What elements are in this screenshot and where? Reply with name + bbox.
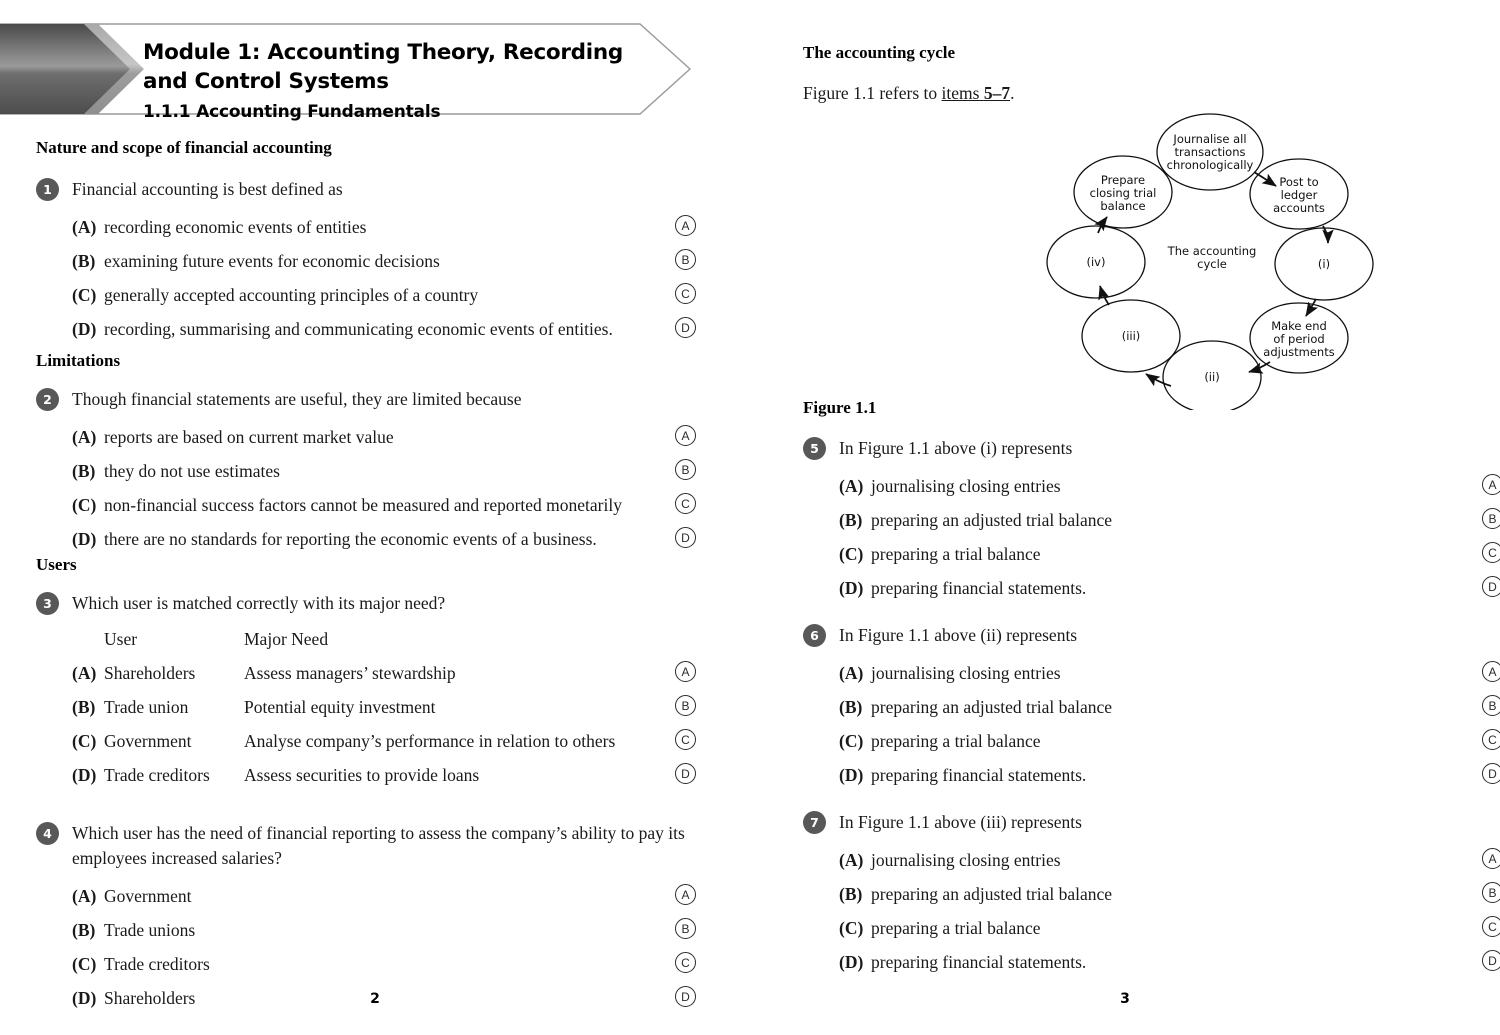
answer-bubble-c[interactable]: C xyxy=(1482,729,1500,750)
section-nature-and-scope xyxy=(36,138,696,341)
page-number-right: 3 xyxy=(1120,991,1130,1007)
option-text: Trade creditors xyxy=(104,954,210,974)
question-number-badge: 7 xyxy=(803,811,826,834)
option-text: preparing financial statements. xyxy=(871,765,1087,785)
option-row[interactable] xyxy=(36,763,696,787)
option-row[interactable] xyxy=(36,918,696,942)
option-row[interactable] xyxy=(36,527,696,551)
question-stem-text: In Figure 1.1 above (ii) represents xyxy=(839,625,1078,645)
figure-caption: Figure 1.1 xyxy=(803,398,877,417)
question-stem-text: Which user is matched correctly with its major need? xyxy=(72,593,446,613)
option-letter: (B) xyxy=(839,884,863,904)
column-header-major-need: Major Need xyxy=(244,629,329,649)
option-letter: (D) xyxy=(72,765,97,785)
answer-bubble-b[interactable]: B xyxy=(1482,882,1500,903)
question-stem-text: In Figure 1.1 above (i) represents xyxy=(839,438,1073,458)
question-4 xyxy=(36,821,696,1010)
question-stem xyxy=(36,177,696,202)
section-users xyxy=(36,555,696,1010)
option-letter: (B) xyxy=(72,461,96,481)
section-heading: The accounting cycle xyxy=(803,43,956,62)
option-text: preparing an adjusted trial balance xyxy=(871,697,1113,717)
page-number-left: 2 xyxy=(370,991,380,1007)
answer-bubble-a[interactable]: A xyxy=(675,884,696,905)
option-text: Shareholders xyxy=(104,988,196,1008)
question-stem xyxy=(803,810,1500,835)
option-letter: (C) xyxy=(839,918,864,938)
question-number-badge: 1 xyxy=(36,178,59,201)
question-number-badge: 3 xyxy=(36,592,59,615)
question-7 xyxy=(803,810,1500,974)
question-stem xyxy=(36,387,696,412)
svg-text:adjustments: adjustments xyxy=(1263,345,1335,359)
option-letter: (D) xyxy=(839,952,864,972)
option-text: preparing financial statements. xyxy=(871,578,1087,598)
option-letter: (B) xyxy=(839,697,863,717)
option-row[interactable] xyxy=(36,425,696,449)
option-text-need: Assess securities to provide loans xyxy=(244,765,480,785)
module-subtitle: 1.1.1 Accounting Fundamentals xyxy=(143,102,441,122)
option-text: generally accepted accounting principles of a country xyxy=(104,285,479,305)
option-row[interactable] xyxy=(36,283,696,307)
option-letter: (A) xyxy=(839,663,864,683)
svg-text:balance: balance xyxy=(1100,199,1146,213)
answer-bubble-c[interactable]: C xyxy=(675,729,696,750)
answer-bubble-b[interactable]: B xyxy=(1482,508,1500,529)
question-5 xyxy=(803,436,1500,600)
answer-bubble-c[interactable]: C xyxy=(675,283,696,304)
figure-ref-prefix: Figure 1.1 refers to xyxy=(803,83,942,103)
option-text-user: Shareholders xyxy=(104,663,196,683)
option-letter: (A) xyxy=(839,476,864,496)
option-row[interactable] xyxy=(803,508,1500,532)
answer-bubble-d[interactable]: D xyxy=(1482,576,1500,597)
question-stem xyxy=(803,623,1500,648)
option-text-user: Government xyxy=(104,731,192,751)
option-row[interactable] xyxy=(36,317,696,341)
answer-bubble-d[interactable]: D xyxy=(1482,763,1500,784)
question-stem xyxy=(36,591,696,616)
option-letter: (B) xyxy=(72,920,96,940)
question-stem-text: Which user has the need of financial reporting to assess the company’s ability to pay its employees increased salaries? xyxy=(72,823,685,868)
answer-bubble-b[interactable]: B xyxy=(1482,695,1500,716)
svg-text:transactions: transactions xyxy=(1174,145,1246,159)
figure-reference-line xyxy=(803,81,1463,106)
option-row[interactable] xyxy=(803,729,1500,753)
answer-bubble-b[interactable]: B xyxy=(675,918,696,939)
answer-bubble-b[interactable]: B xyxy=(675,249,696,270)
column-header-user: User xyxy=(104,629,138,649)
accounting-cycle-intro xyxy=(803,43,1463,106)
option-letter: (A) xyxy=(72,217,97,237)
answer-bubble-a[interactable]: A xyxy=(1482,661,1500,682)
option-letter: (D) xyxy=(839,765,864,785)
option-letter: (A) xyxy=(72,663,97,683)
option-text: recording economic events of entities xyxy=(104,217,367,237)
question-number-badge: 5 xyxy=(803,437,826,460)
option-letter: (C) xyxy=(72,954,97,974)
answer-bubble-d[interactable]: D xyxy=(675,527,696,548)
question-3 xyxy=(36,591,696,787)
option-row[interactable] xyxy=(36,729,696,753)
figure-ref-link-range: 5–7 xyxy=(983,83,1011,103)
option-text: Government xyxy=(104,886,192,906)
option-row[interactable] xyxy=(803,950,1500,974)
spacer xyxy=(72,627,104,651)
option-text: preparing a trial balance xyxy=(871,544,1041,564)
diagram-label-post: Post to xyxy=(1279,175,1319,189)
option-text-need: Potential equity investment xyxy=(244,697,436,717)
option-letter: (C) xyxy=(839,544,864,564)
svg-text:chronologically: chronologically xyxy=(1166,158,1254,172)
section-heading: Users xyxy=(36,555,77,574)
answer-bubble-c[interactable]: C xyxy=(675,493,696,514)
question-6 xyxy=(803,623,1500,787)
svg-text:of period: of period xyxy=(1273,332,1325,346)
question-1 xyxy=(36,177,696,341)
option-text: there are no standards for reporting the economic events of a business. xyxy=(104,529,597,549)
question-stem xyxy=(803,436,1500,461)
option-letter: (D) xyxy=(72,529,97,549)
question-stem xyxy=(36,821,696,871)
figure-ref-suffix: . xyxy=(1010,83,1015,103)
answer-bubble-d[interactable]: D xyxy=(675,763,696,784)
diagram-label-iv: (iv) xyxy=(1086,255,1106,269)
option-text: preparing a trial balance xyxy=(871,731,1041,751)
question-stem-text: Though financial statements are useful, they are limited because xyxy=(72,389,522,409)
option-letter: (D) xyxy=(72,988,97,1008)
option-text: journalising closing entries xyxy=(871,663,1061,683)
option-text-user: Trade union xyxy=(104,697,189,717)
figure-ref-link-plain: items xyxy=(941,83,984,103)
option-text: they do not use estimates xyxy=(104,461,280,481)
option-text: recording, summarising and communicating economic events of entities. xyxy=(104,319,613,339)
option-text-user: Trade creditors xyxy=(104,765,210,785)
option-table-header xyxy=(36,627,696,651)
option-text: preparing a trial balance xyxy=(871,918,1041,938)
option-text: Trade unions xyxy=(104,920,196,940)
option-letter: (C) xyxy=(72,731,97,751)
diagram-label-iii: (iii) xyxy=(1121,329,1141,343)
answer-bubble-c[interactable]: C xyxy=(1482,542,1500,563)
option-text: reports are based on current market value xyxy=(104,427,394,447)
answer-bubble-d[interactable]: D xyxy=(675,986,696,1007)
diagram-label-make-end: Make end xyxy=(1271,319,1327,333)
option-text: journalising closing entries xyxy=(871,476,1061,496)
option-text: non-financial success factors cannot be measured and reported monetarily xyxy=(104,495,622,515)
option-row[interactable] xyxy=(36,884,696,908)
answer-bubble-c[interactable]: C xyxy=(1482,916,1500,937)
answer-bubble-a[interactable]: A xyxy=(1482,474,1500,495)
figure-ref-link xyxy=(942,83,1011,103)
option-letter: (A) xyxy=(72,886,97,906)
option-letter: (A) xyxy=(72,427,97,447)
answer-bubble-d[interactable]: D xyxy=(1482,950,1500,971)
option-row[interactable] xyxy=(36,952,696,976)
option-row[interactable] xyxy=(803,763,1500,787)
option-row[interactable] xyxy=(803,661,1500,685)
question-number-badge: 6 xyxy=(803,624,826,647)
svg-text:accounts: accounts xyxy=(1273,201,1325,215)
question-2 xyxy=(36,387,696,551)
question-number-badge: 2 xyxy=(36,388,59,411)
svg-text:ledger: ledger xyxy=(1280,188,1318,202)
answer-bubble-a[interactable]: A xyxy=(675,215,696,236)
option-row[interactable] xyxy=(36,249,696,273)
option-row[interactable] xyxy=(803,542,1500,566)
option-text-need: Assess managers’ stewardship xyxy=(244,663,456,683)
banner-text-group xyxy=(143,38,663,123)
option-text: preparing an adjusted trial balance xyxy=(871,510,1113,530)
section-heading: Limitations xyxy=(36,351,121,370)
answer-bubble-a[interactable]: A xyxy=(1482,848,1500,869)
option-row[interactable] xyxy=(803,474,1500,498)
option-letter: (C) xyxy=(72,495,97,515)
question-stem-text: Financial accounting is best defined as xyxy=(72,179,343,199)
option-letter: (B) xyxy=(72,251,96,271)
svg-text:closing trial: closing trial xyxy=(1089,186,1157,200)
option-row[interactable] xyxy=(803,916,1500,940)
option-letter: (B) xyxy=(72,697,96,717)
right-page xyxy=(750,0,1500,1035)
answer-bubble-a[interactable]: A xyxy=(675,425,696,446)
option-row[interactable] xyxy=(803,576,1500,600)
option-text-need: Analyse company’s performance in relation to others xyxy=(244,731,616,751)
option-text: preparing an adjusted trial balance xyxy=(871,884,1113,904)
option-letter: (D) xyxy=(839,578,864,598)
option-row[interactable] xyxy=(803,695,1500,719)
option-row[interactable] xyxy=(803,848,1500,872)
accounting-cycle-diagram xyxy=(900,110,1430,410)
option-letter: (B) xyxy=(839,510,863,530)
answer-bubble-c[interactable]: C xyxy=(675,952,696,973)
option-row[interactable] xyxy=(36,493,696,517)
diagram-label-i: (i) xyxy=(1317,257,1331,271)
option-row[interactable] xyxy=(803,882,1500,906)
option-row[interactable] xyxy=(36,215,696,239)
diagram-center-label: The accounting xyxy=(1167,244,1257,258)
section-limitations xyxy=(36,351,696,551)
question-stem-text: In Figure 1.1 above (iii) represents xyxy=(839,812,1082,832)
option-letter: (C) xyxy=(839,731,864,751)
section-heading: Nature and scope of financial accounting xyxy=(36,138,332,157)
option-text: examining future events for economic decisions xyxy=(104,251,440,271)
svg-text:cycle: cycle xyxy=(1197,257,1227,271)
answer-bubble-a[interactable]: A xyxy=(675,661,696,682)
module-title: Module 1: Accounting Theory, Recording and Control Systems xyxy=(143,40,623,94)
diagram-label-journalise: Journalise all xyxy=(1173,132,1247,146)
option-row[interactable] xyxy=(36,695,696,719)
option-text: preparing financial statements. xyxy=(871,952,1087,972)
option-text: journalising closing entries xyxy=(871,850,1061,870)
answer-bubble-b[interactable]: B xyxy=(675,695,696,716)
answer-bubble-b[interactable]: B xyxy=(675,459,696,480)
option-row[interactable] xyxy=(36,661,696,685)
diagram-label-prepare: Prepare xyxy=(1100,173,1146,187)
answer-bubble-d[interactable]: D xyxy=(675,317,696,338)
diagram-label-ii: (ii) xyxy=(1204,370,1220,384)
question-number-badge: 4 xyxy=(36,822,59,845)
option-letter: (C) xyxy=(72,285,97,305)
option-row[interactable] xyxy=(36,459,696,483)
option-letter: (A) xyxy=(839,850,864,870)
module-banner xyxy=(0,20,700,122)
option-letter: (D) xyxy=(72,319,97,339)
